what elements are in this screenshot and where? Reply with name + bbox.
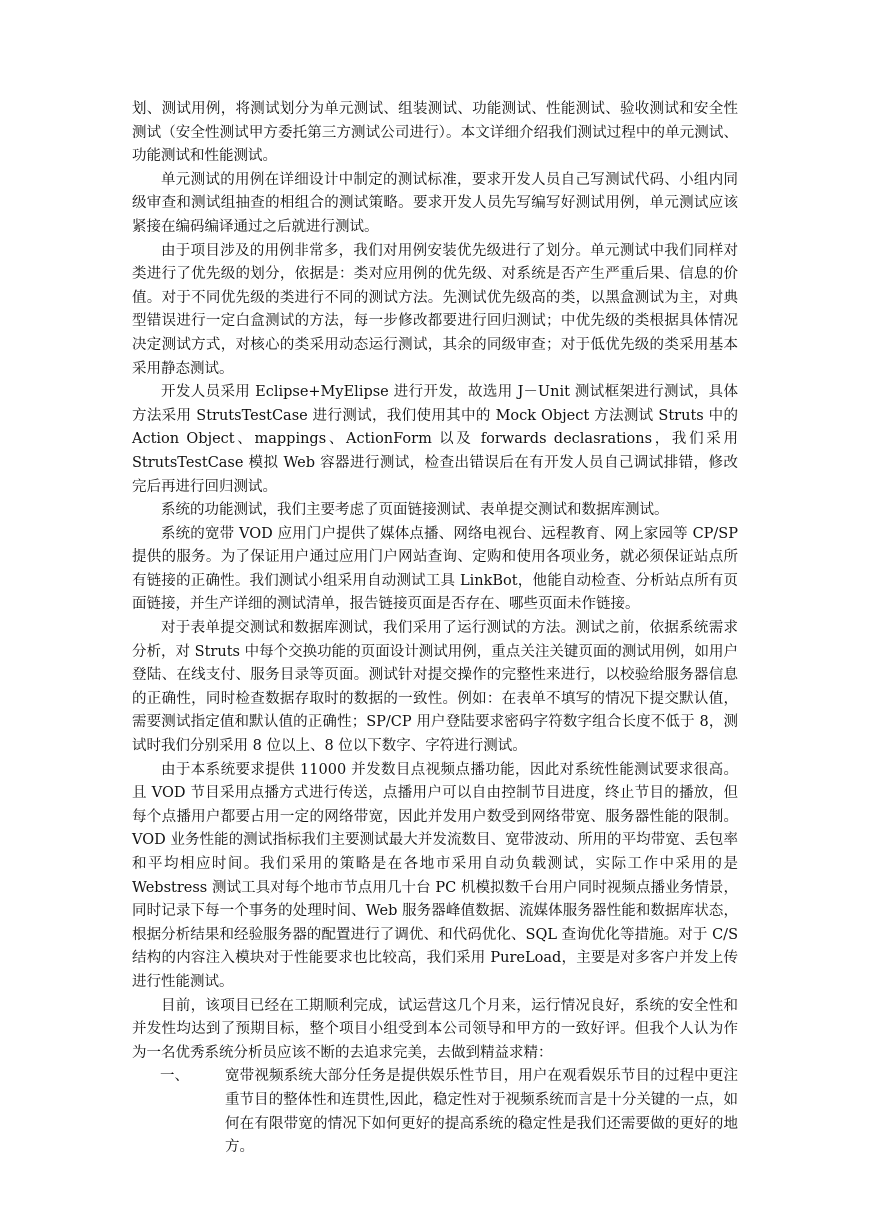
paragraph-conclusion: 目前，该项目已经在工期顺利完成，试运营这几个月来，运行情况良好，系统的安全性和并发性均达到了预期目标，整个项目小组受到本公司领导和甲方的一致好评。但我个人认为作为一名优秀系统分析员应该不断的去追求完美，去做到精益求精： xyxy=(132,997,738,1061)
list-item xyxy=(132,1065,738,1159)
paragraph-functional-test: 系统的功能测试，我们主要考虑了页面链接测试、表单提交测试和数据库测试。 xyxy=(161,502,669,519)
list-item-number: 一、 xyxy=(160,1068,189,1085)
paragraph-performance-test: 由于本系统要求提供 11000 并发数目点视频点播功能，因此对系统性能测试要求很高。且 VOD 节目采用点播方式进行传送，点播用户可以自由控制节目进度，终止节目的播放，但每个点播用户都要占用一定的网络带宽，因此并发用户数受到网络带宽、服务器性能的限制。VOD 业务性能的测试指标我们主要测试最大并发流数目、宽带波动、所用的平均带宽、丢包率和平均相应时间。我们采用的策略是在各地市采用自动负载测试，实际工作中采用的是 Webstress 测试工具对每个地市节点用几十台 PC 机模拟数千台用户同时视频点播业务情景，同时记录下每一个事务的处理时间、Web 服务器峰值数据、流媒体服务器性能和数据库状态，根据分析结果和经验服务器的配置进行了调优、和代码优化、SQL 查询优化等措施。对于 C/S 结构的内容注入模块对于性能要求也比较高，我们采用 PureLoad，主要是对多客户并发上传进行性能测试。 xyxy=(132,761,738,990)
paragraph-vod-portal-links: 系统的宽带 VOD 应用门户提供了媒体点播、网络电视台、远程教育、网上家园等 CP/SP 提供的服务。为了保证用户通过应用门户网站查询、定购和使用各项业务，就必须保证站点所有链接的正确性。我们测试小组采用自动测试工具 LinkBot，他能自动检查、分析站点所有页面链接，并生产详细的测试清单，报告链接页面是否存在、哪些页面未作链接。 xyxy=(132,525,738,613)
document-body xyxy=(132,98,738,1160)
list-item-text: 宽带视频系统大部分任务是提供娱乐性节目，用户在观看娱乐节目的过程中更注重节目的整体性和连贯性,因此，稳定性对于视频系统而言是十分关键的一点，如何在有限带宽的情况下如何更好的提高系统的稳定性是我们还需要做的更好的地方。 xyxy=(225,1068,738,1156)
paragraph-form-db-test: 对于表单提交测试和数据库测试，我们采用了运行测试的方法。测试之前，依据系统需求分析，对 Struts 中每个交换功能的页面设计测试用例，重点关注关键页面的测试用例，如用户登陆、在线支付、服务目录等页面。测试针对提交操作的完整性来进行，以校验给服务器信息的正确性，同时检查数据存取时的数据的一致性。例如：在表单不填写的情况下提交默认值，需要测试指定值和默认值的正确性；SP/CP 用户登陆要求密码字符数字组合长度不低于 8，测试时我们分别采用 8 位以上、8 位以下数字、字符进行测试。 xyxy=(132,620,738,755)
paragraph-priority: 由于项目涉及的用例非常多，我们对用例安装优先级进行了划分。单元测试中我们同样对类进行了优先级的划分，依据是：类对应用例的优先级、对系统是否产生严重后果、信息的价值。对于不同优先级的类进行不同的测试方法。先测试优先级高的类，以黑盒测试为主，对典型错误进行一定白盒测试的方法，每一步修改都要进行回归测试；中优先级的类根据具体情况决定测试方式，对核心的类采用动态运行测试，其余的同级审查；对于低优先级的类采用基本采用静态测试。 xyxy=(132,242,738,377)
paragraph-junit-struts: 开发人员采用 Eclipse+MyElipse 进行开发，故选用 J－Unit 测试框架进行测试，具体方法采用 StrutsTestCase 进行测试，我们使用其中的 Mock Object 方法测试 Struts 中的 Action Object、mappings、ActionForm 以及 forwards declasrations，我们采用 StrutsTestCase 模拟 Web 容器进行测试，检查出错误后在有开发人员自己调试排错，修改完后再进行回归测试。 xyxy=(132,384,738,495)
paragraph-intro-continued: 划、测试用例，将测试划分为单元测试、组装测试、功能测试、性能测试、验收测试和安全性测试（安全性测试甲方委托第三方测试公司进行）。本文详细介绍我们测试过程中的单元测试、功能测试和性能测试。 xyxy=(132,101,738,165)
paragraph-unit-test-cases: 单元测试的用例在详细设计中制定的测试标准，要求开发人员自己写测试代码、小组内同级审查和测试组抽查的相组合的测试策略。要求开发人员先写编写好测试用例，单元测试应该紧接在编码编译通过之后就进行测试。 xyxy=(132,171,738,235)
